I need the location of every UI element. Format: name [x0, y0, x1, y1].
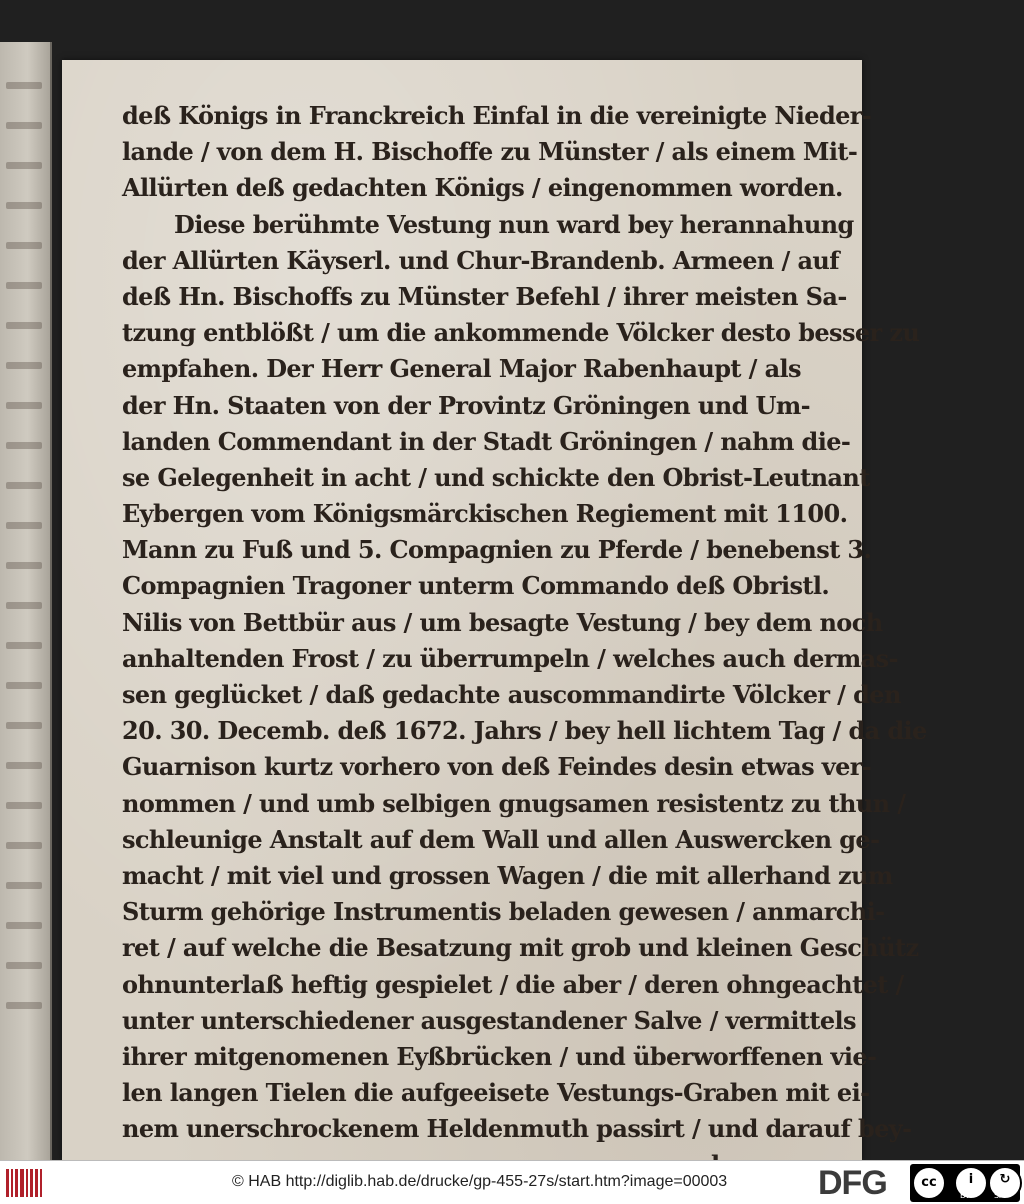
text-line: tzung entblößt / um die ankommende Völcker desto besser zu — [122, 318, 920, 348]
text-line: schleunige Anstalt auf dem Wall und allen Auswercken ge- — [122, 824, 880, 854]
text-line: ihrer mitgenomenen Eyßbrücken / und überworffenen vie- — [122, 1041, 877, 1071]
text-line: der Hn. Staaten von der Provintz Gröningen und Um- — [122, 390, 810, 420]
previous-page-edge — [0, 42, 52, 1160]
text-line: nem unerschrockenem Heldenmuth passirt / und darauf bey- — [122, 1114, 912, 1144]
text-line: anhaltenden Frost / zu überrumpeln / welches auch dermas- — [122, 643, 898, 673]
text-line: lande / von dem H. Bischoffe zu Münster / als einem Mit- — [122, 137, 858, 167]
sa-label: SA — [994, 1191, 1005, 1200]
text-line: Allürten deß gedachten Königs / eingenommen worden. — [122, 173, 843, 203]
cc-icon: cc — [912, 1166, 946, 1200]
text-line: landen Commendant in der Stadt Gröningen / nahm die- — [122, 426, 851, 456]
text-line: deß Königs in Franckreich Einfal in die vereinigte Nieder- — [122, 101, 872, 130]
text-line: Compagnien Tragoner unterm Commando deß Obristl. — [122, 571, 830, 601]
text-line: macht / mit viel und grossen Wagen / die mit allerhand zum — [122, 860, 893, 890]
text-line: Nilis von Bettbür aus / um besagte Vestung / bey dem noch — [122, 607, 883, 637]
text-line: der Allürten Käyserl. und Chur-Brandenb. Armeen / auf — [122, 245, 839, 275]
text-line: Diese berühmte Vestung nun ward bey herannahung — [174, 209, 854, 239]
copyright-link[interactable]: © HAB http://diglib.hab.de/drucke/gp-455-27s/start.htm?image=00003 — [232, 1173, 728, 1190]
text-line: se Gelegenheit in acht / und schickte den Obrist-Leutnant — [122, 462, 870, 492]
text-line: Mann zu Fuß und 5. Compagnien zu Pferde / benebenst 3. — [122, 535, 872, 565]
text-line: 20. 30. Decemb. deß 1672. Jahrs / bey hell lichtem Tag / da die — [122, 716, 927, 746]
text-line: empfahen. Der Herr General Major Rabenhaupt / als — [122, 354, 801, 384]
library-barcode-icon — [6, 1169, 46, 1197]
attribution-icon: i — [954, 1166, 988, 1200]
document-page — [62, 60, 927, 1160]
by-label: BY — [960, 1191, 970, 1200]
share-alike-icon: ↻ — [988, 1166, 1022, 1200]
text-line: len langen Tielen die aufgeeisete Vestungs-Graben mit ei- — [122, 1078, 870, 1108]
text-line: unter unterschiedener ausgestandener Salve / vermittels — [122, 1005, 856, 1035]
footer-bar — [0, 1160, 1024, 1204]
text-line: nommen / und umb selbigen gnugsamen resistentz zu thun / — [122, 788, 906, 818]
cc-license-badge[interactable] — [910, 1164, 1020, 1202]
text-line: deß Hn. Bischoffs zu Münster Befehl / ihrer meisten Sa- — [122, 281, 847, 311]
text-line: sen geglücket / daß gedachte auscommandirte Völcker / den — [122, 680, 901, 709]
text-line: ret / auf welche die Besatzung mit grob und kleinen Geschütz — [122, 933, 919, 963]
text-line: ohnunterlaß heftig gespielet / die aber / deren ohngeachtet / — [122, 969, 904, 999]
dfg-logo: DFG — [818, 1164, 887, 1202]
text-line: Guarnison kurtz vorhero von deß Feindes desin etwas ver- — [122, 752, 872, 782]
text-line: Sturm gehörige Instrumentis beladen gewesen / anmarchi- — [122, 897, 885, 927]
text-line: Eybergen vom Königsmärckischen Regiement mit 1100. — [122, 499, 848, 529]
